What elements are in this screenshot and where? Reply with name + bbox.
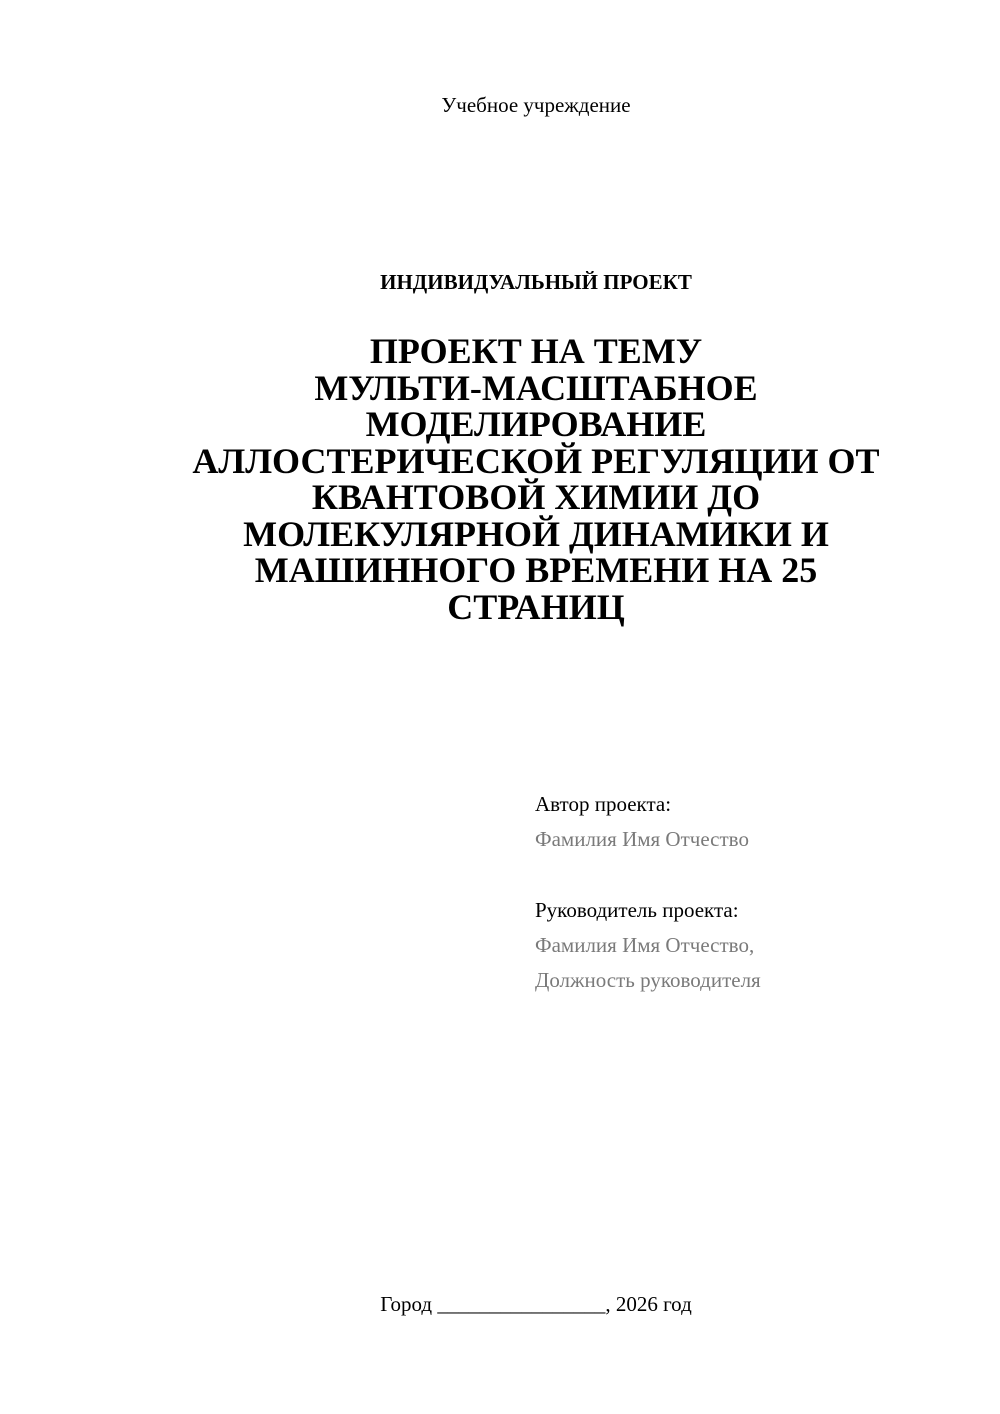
author-label: Автор проекта: (535, 792, 672, 816)
supervisor-position: Должность руководителя (535, 968, 761, 992)
signature-spacer (535, 857, 975, 893)
title-line: МОЛЕКУЛЯРНОЙ ДИНАМИКИ И (243, 513, 829, 554)
title-line: МУЛЬТИ-МАСШТАБНОЕ (314, 367, 758, 408)
project-title (150, 333, 922, 625)
title-line: КВАНТОВОЙ ХИМИИ ДО (311, 477, 761, 517)
title-line: МАШИННОГО ВРЕМЕНИ НА 25 (254, 550, 818, 590)
signature-block (535, 787, 975, 998)
city-year-line: Город ________________, 2026 год (380, 1292, 692, 1316)
institution-name: Учебное учреждение (441, 93, 631, 117)
title-line: АЛЛОСТЕРИЧЕСКОЙ РЕГУЛЯЦИИ ОТ (192, 440, 880, 481)
title-line: СТРАНИЦ (447, 586, 625, 627)
project-type-heading: ИНДИВИДУАЛЬНЫЙ ПРОЕКТ (380, 270, 692, 294)
title-line: ПРОЕКТ НА ТЕМУ (369, 331, 703, 371)
supervisor-label: Руководитель проекта: (535, 898, 739, 922)
supervisor-name: Фамилия Имя Отчество, (535, 933, 755, 957)
title-line: МОДЕЛИРОВАНИЕ (365, 404, 707, 444)
author-name: Фамилия Имя Отчество (535, 827, 749, 851)
